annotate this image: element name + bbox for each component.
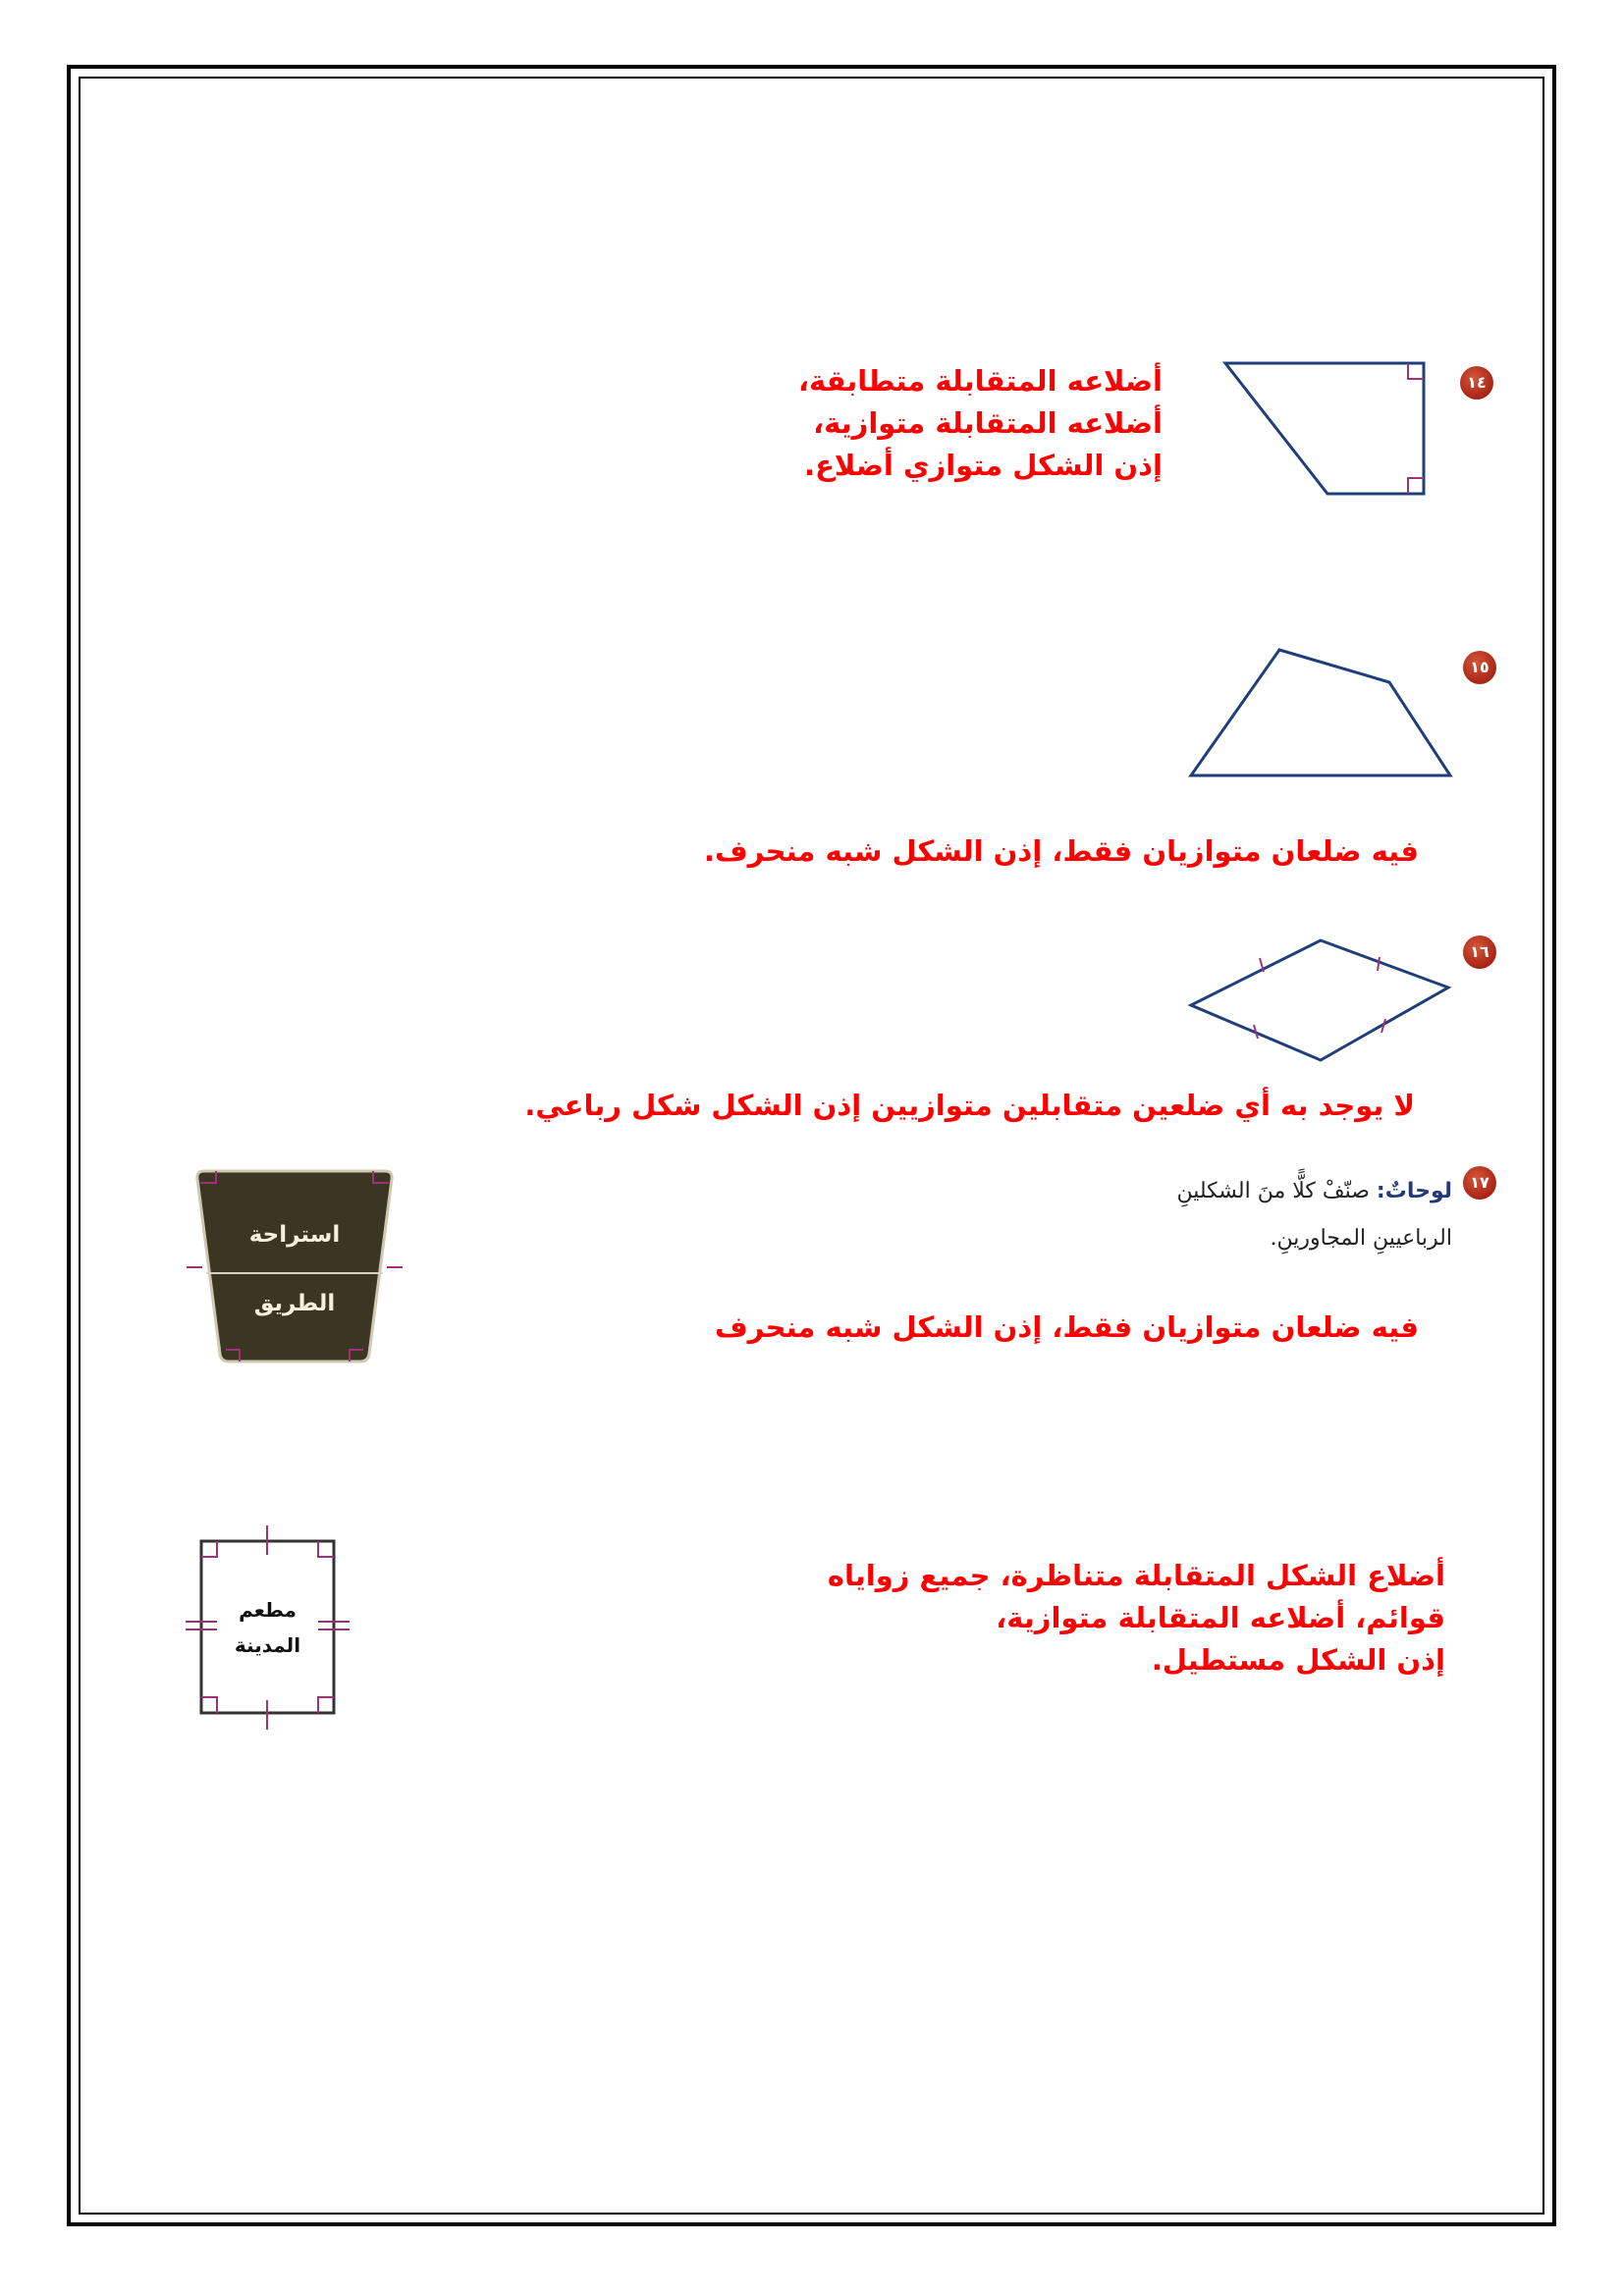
- trapezoid-sign-shape: [187, 1163, 403, 1369]
- problem-number-badge: ١٤: [1460, 366, 1493, 400]
- sign-text-line-1: مطعم: [239, 1598, 297, 1622]
- problem-number-badge: ١٧: [1463, 1166, 1496, 1200]
- right-trapezoid-figure: [1218, 353, 1434, 510]
- restaurant-sign: [182, 1520, 353, 1735]
- answer-line: إذن الشكل مستطيل.: [1151, 1643, 1445, 1677]
- answer-17-sign1: [715, 1307, 1419, 1349]
- answer-17-sign2: [828, 1555, 1445, 1682]
- answer-line: أضلاعه المتقابلة متطابقة،: [797, 364, 1163, 398]
- quadrilateral-figure: [1183, 638, 1458, 785]
- answer-line: أضلاع الشكل المتقابلة متناظرة، جميع زواياه: [827, 1559, 1445, 1592]
- answer-15: [704, 830, 1419, 873]
- prompt-text: صنّفْ كلًّا منَ الشكلينِ: [1176, 1179, 1370, 1203]
- rhombus-figure: [1183, 931, 1458, 1068]
- answer-line: فيه ضلعان متوازيان فقط، إذن الشكل شبه منحرف.: [703, 834, 1419, 868]
- answer-line: قوائم، أضلاعه المتقابلة متوازية،: [996, 1601, 1445, 1634]
- answer-16: [524, 1085, 1415, 1127]
- prompt-keyword: لوحاتٌ:: [1376, 1179, 1452, 1203]
- prompt-line-2: الرباعيينِ المجاورينِ.: [1270, 1226, 1452, 1251]
- sign-text-line-2: المدينة: [234, 1633, 301, 1657]
- problem-17-prompt: [1176, 1168, 1452, 1262]
- sign-top-text: استراحة: [248, 1222, 341, 1248]
- answer-line: فيه ضلعان متوازيان فقط، إذن الشكل شبه منحرف: [714, 1310, 1419, 1344]
- sign-bottom-text: الطريق: [253, 1291, 336, 1316]
- rectangle-sign-shape: [182, 1520, 353, 1735]
- prompt-line-1: [1176, 1168, 1452, 1215]
- problem-number-badge: ١٦: [1463, 935, 1496, 969]
- answer-line: لا يوجد به أي ضلعين متقابلين متوازيين إذن الشكل شكل رباعي.: [524, 1089, 1415, 1122]
- answer-line: أضلاعه المتقابلة متوازية،: [813, 406, 1163, 440]
- answer-14: [798, 360, 1163, 487]
- problem-number-badge: ١٥: [1463, 651, 1496, 684]
- rest-stop-sign: [187, 1163, 403, 1369]
- answer-line: إذن الشكل متوازي أضلاع.: [804, 449, 1163, 482]
